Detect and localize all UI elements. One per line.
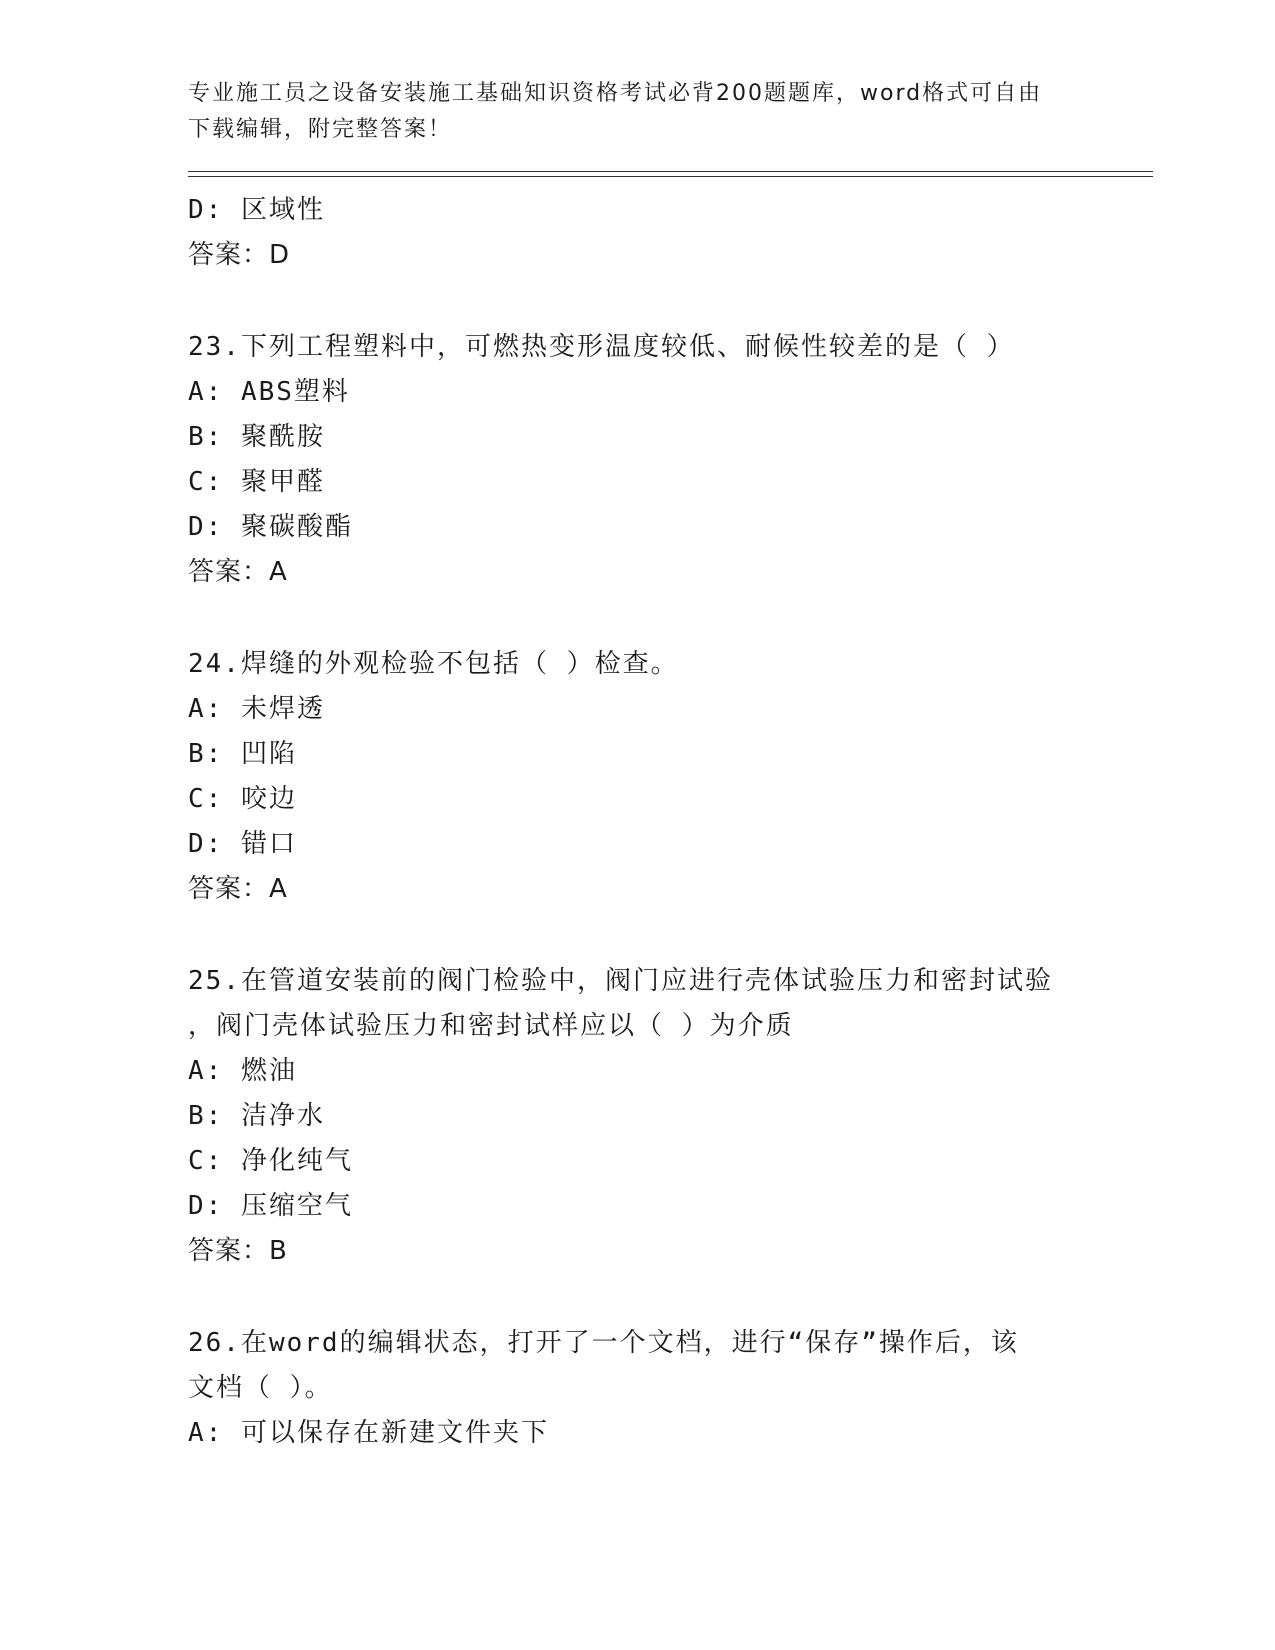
question-26 xyxy=(188,1321,1118,1456)
header-divider-bottom xyxy=(188,176,1153,177)
previous-question-tail xyxy=(188,188,1118,278)
answer-line: 答案：A xyxy=(188,557,288,587)
question-stem-line-2: 文档（ ）。 xyxy=(188,1373,333,1403)
question-25 xyxy=(188,959,1118,1274)
option-a: A: 可以保存在新建文件夹下 xyxy=(188,1418,549,1448)
option-b: B: 凹陷 xyxy=(188,739,297,769)
header-divider-top xyxy=(188,171,1153,172)
document-header xyxy=(188,76,1088,148)
question-stem-line-2: ，阀门壳体试验压力和密封试样应以（ ）为介质 xyxy=(188,1011,794,1041)
question-stem: 24.焊缝的外观检验不包括（ ）检查。 xyxy=(188,649,679,679)
answer-line: 答案：B xyxy=(188,1236,288,1266)
answer-line: 答案：A xyxy=(188,874,288,904)
question-stem: 23.下列工程塑料中，可燃热变形温度较低、耐候性较差的是（ ） xyxy=(188,332,1015,362)
option-c: C: 净化纯气 xyxy=(188,1146,353,1176)
header-line-2: 下载编辑，附完整答案！ xyxy=(188,117,453,142)
option-d: D: 错口 xyxy=(188,829,297,859)
option-b: B: 洁净水 xyxy=(188,1101,325,1131)
option-b: B: 聚酰胺 xyxy=(188,422,325,452)
option-a: A: 未焊透 xyxy=(188,694,325,724)
option-d: D: 区域性 xyxy=(188,195,325,225)
option-c: C: 咬边 xyxy=(188,784,297,814)
option-d: D: 压缩空气 xyxy=(188,1191,353,1221)
question-23 xyxy=(188,325,1118,595)
option-d: D: 聚碳酸酯 xyxy=(188,512,353,542)
question-stem-line-1: 26.在word的编辑状态，打开了一个文档，进行“保存”操作后，该 xyxy=(188,1328,1019,1358)
option-a: A: ABS塑料 xyxy=(188,377,350,407)
answer-line: 答案：D xyxy=(188,240,291,270)
option-a: A: 燃油 xyxy=(188,1056,297,1086)
question-24 xyxy=(188,642,1118,912)
question-content xyxy=(188,188,1118,1456)
header-line-1: 专业施工员之设备安装施工基础知识资格考试必背200题题库，word格式可自由 xyxy=(188,81,1043,106)
option-c: C: 聚甲醛 xyxy=(188,467,325,497)
question-stem-line-1: 25.在管道安装前的阀门检验中，阀门应进行壳体试验压力和密封试验 xyxy=(188,966,1053,996)
